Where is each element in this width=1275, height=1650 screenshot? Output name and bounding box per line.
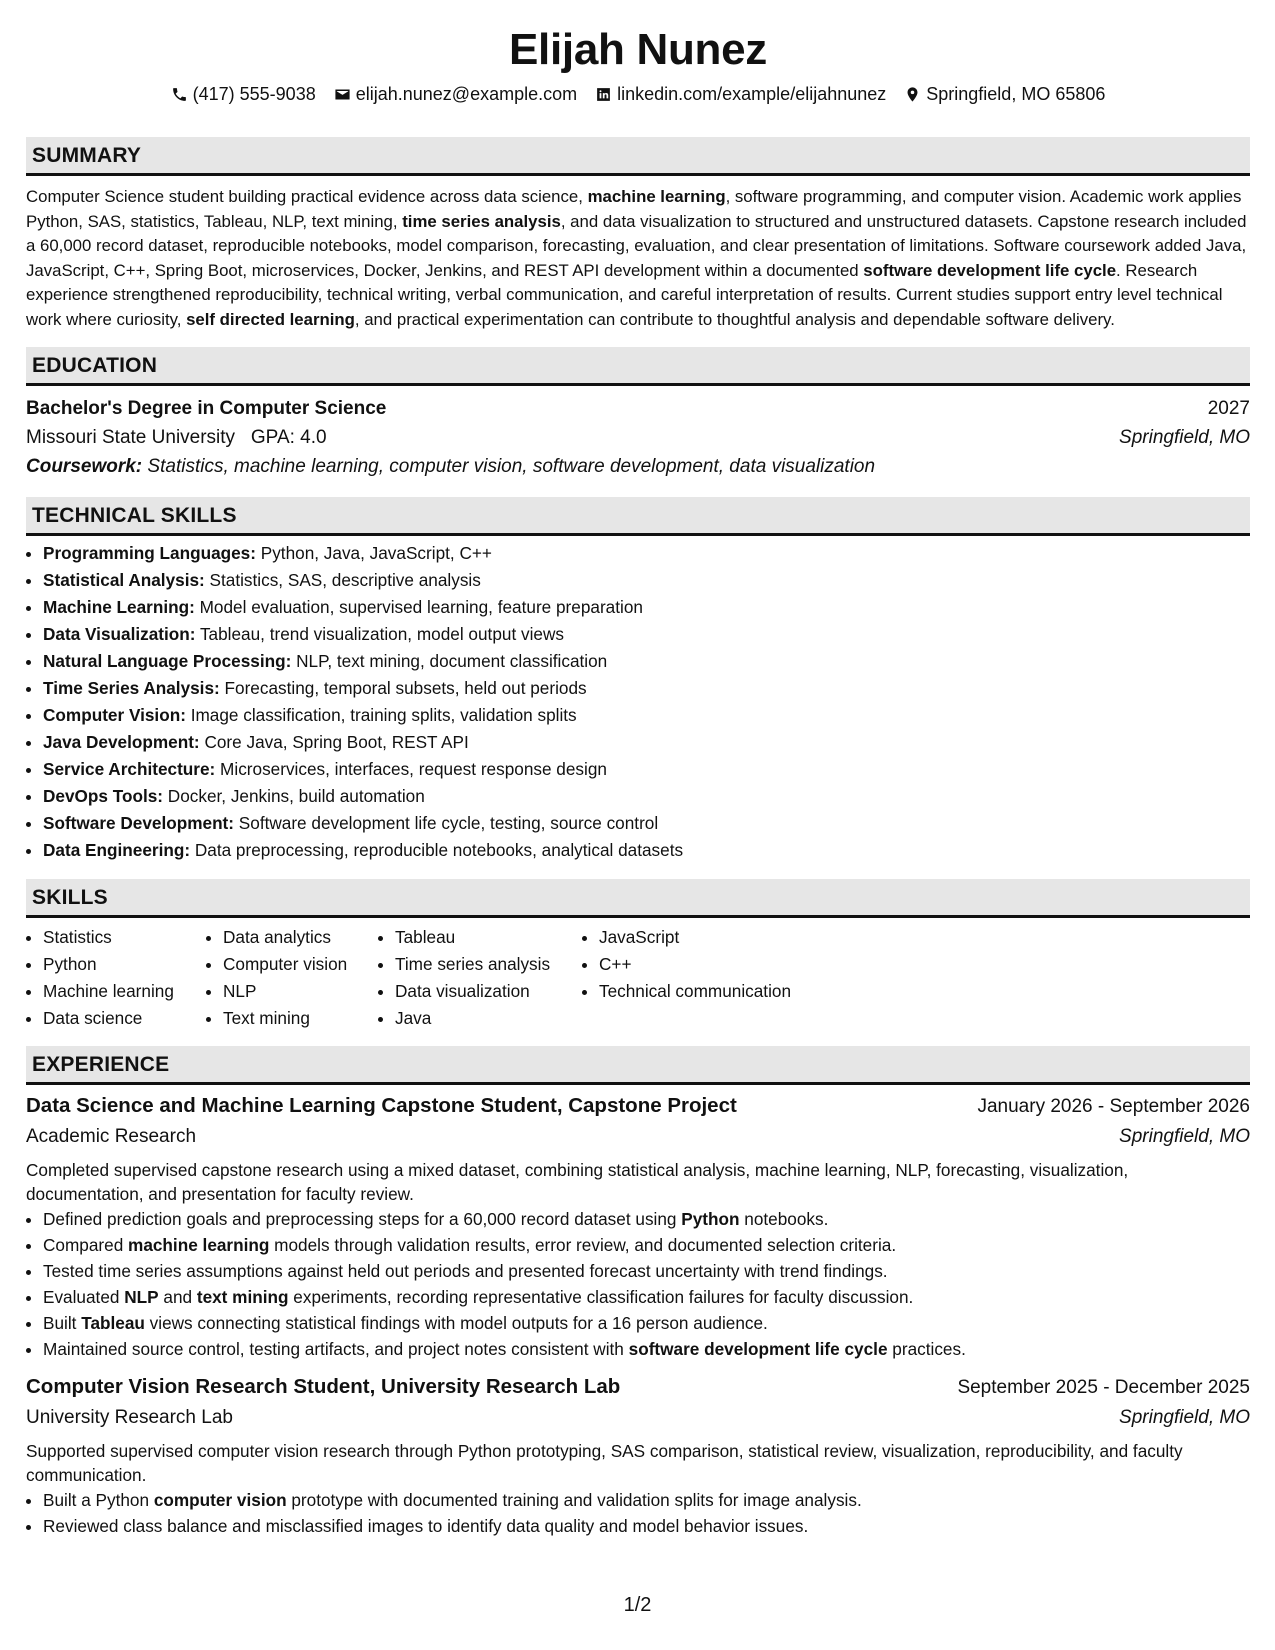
- contact-email[interactable]: [334, 82, 577, 106]
- skill-category: Software Development:: [43, 813, 235, 833]
- experience-entry: [26, 1091, 1250, 1362]
- job-bullet: [43, 1258, 1250, 1284]
- technical-skill-item: [43, 810, 1250, 837]
- job-title: Computer Vision Research Student, University Research Lab: [26, 1375, 621, 1398]
- skill-details: Core Java, Spring Boot, REST API: [199, 732, 469, 752]
- bold-keyword: machine learning: [587, 187, 726, 206]
- bold-keyword: NLP: [124, 1287, 159, 1307]
- skills-columns: [26, 924, 1250, 1032]
- bold-keyword: Python: [681, 1209, 740, 1229]
- job-organization: Academic Research: [26, 1126, 197, 1147]
- skill-item: • C++: [599, 951, 842, 978]
- text-run: , and data visualization to structured and unstructured datasets. Capstone research included a 60,000 record dataset, reproducible notebooks, model comparison, forecasting, evaluation, and clear presentation of limitations. Software coursework added Java, JavaScript, C++, Spring Boot, microservices, Docker, Jenkins, and REST API development within a documented: [26, 211, 1247, 280]
- job-bullet: [43, 1310, 1250, 1336]
- bold-keyword: Tableau: [81, 1313, 145, 1333]
- linkedin-link[interactable]: linkedin.com/example/elijahnunez: [617, 84, 887, 104]
- skill-category: Service Architecture:: [43, 759, 216, 779]
- bold-keyword: software development life cycle: [628, 1339, 888, 1359]
- job-location: Springfield, MO: [1119, 1407, 1250, 1428]
- skill-item: • Java: [395, 1005, 582, 1032]
- text-run: experiments, recording representative classification failures for faculty discussion.: [288, 1287, 914, 1307]
- text-run: practices.: [887, 1339, 966, 1359]
- degree: Bachelor's Degree in Computer Science: [26, 398, 387, 419]
- job-bullet: [43, 1206, 1250, 1232]
- location-text: Springfield, MO 65806: [926, 84, 1106, 104]
- skill-details: Tableau, trend visualization, model output views: [195, 624, 564, 644]
- skill-details: Model evaluation, supervised learning, feature preparation: [194, 597, 643, 617]
- contact-bar: [26, 82, 1250, 106]
- text-run: notebooks.: [739, 1209, 829, 1229]
- school-name: Missouri State University: [26, 427, 236, 448]
- skill-item: • Computer vision: [223, 951, 378, 978]
- coursework-label: Coursework:: [26, 456, 143, 477]
- skill-category: Data Engineering:: [43, 840, 191, 860]
- skill-item: • Text mining: [223, 1005, 378, 1032]
- text-run: Defined prediction goals and preprocessing steps for a 60,000 record dataset using: [43, 1209, 682, 1229]
- skills-column: [378, 924, 582, 1032]
- contact-location: [904, 82, 1105, 106]
- candidate-name: Elijah Nunez: [509, 25, 767, 74]
- linkedin-icon: [595, 86, 612, 103]
- text-run: , software programming, and computer vision. Academic work applies Python, SAS, statistics, Tableau, NLP, text mining,: [26, 187, 1242, 231]
- skills-column: [582, 924, 842, 1032]
- technical-skill-item: [43, 837, 1250, 864]
- job-dates: January 2026 - September 2026: [977, 1096, 1250, 1117]
- job-bullet: [43, 1232, 1250, 1258]
- contact-linkedin[interactable]: [595, 82, 886, 106]
- experience-entry: [26, 1372, 1250, 1539]
- technical-skill-item: [43, 567, 1250, 594]
- skill-item: • Python: [43, 951, 206, 978]
- skill-category: DevOps Tools:: [43, 786, 164, 806]
- technical-skill-item: [43, 729, 1250, 756]
- technical-skill-item: [43, 648, 1250, 675]
- skill-item: • Data science: [43, 1005, 206, 1032]
- skill-category: Computer Vision:: [43, 705, 186, 725]
- job-title: Data Science and Machine Learning Capstone Student, Capstone Project: [26, 1094, 737, 1117]
- skill-details: Microservices, interfaces, request response design: [215, 759, 607, 779]
- text-run: and: [158, 1287, 197, 1307]
- experience-header: EXPERIENCE: [26, 1046, 1250, 1085]
- skill-details: Python, Java, JavaScript, C++: [255, 543, 492, 563]
- bold-keyword: computer vision: [153, 1490, 287, 1510]
- technical-skill-item: [43, 702, 1250, 729]
- school-line: [26, 423, 327, 452]
- text-run: Compared: [43, 1235, 129, 1255]
- education-entry: [26, 394, 1250, 481]
- summary-header: SUMMARY: [26, 137, 1250, 176]
- job-bullet: [43, 1513, 1250, 1539]
- skill-item: • Data visualization: [395, 978, 582, 1005]
- skill-details: Forecasting, temporal subsets, held out periods: [219, 678, 587, 698]
- phone-text: (417) 555-9038: [192, 84, 316, 104]
- job-description: Completed supervised capstone research using a mixed dataset, combining statistical analysis, machine learning, NLP, forecasting, visualization, documentation, and presentation for faculty review.: [26, 1160, 1129, 1204]
- technical-skill-item: [43, 594, 1250, 621]
- job-description: Supported supervised computer vision research through Python prototyping, SAS comparison, statistical review, visualization, reproducibility, and faculty communication.: [26, 1441, 1183, 1485]
- resume-page: [26, 0, 1250, 1539]
- job-bullets: [26, 1487, 1250, 1539]
- skill-item: • Machine learning: [43, 978, 206, 1005]
- skill-details: Data preprocessing, reproducible notebooks, analytical datasets: [190, 840, 684, 860]
- job-organization: University Research Lab: [26, 1407, 233, 1428]
- text-run: Reviewed class balance and misclassified images to identify data quality and model behavior issues.: [43, 1516, 809, 1536]
- skill-item: • NLP: [223, 978, 378, 1005]
- text-run: prototype with documented training and validation splits for image analysis.: [286, 1490, 862, 1510]
- coursework: [26, 452, 1250, 481]
- page-number: 1/2: [623, 1594, 652, 1616]
- job-bullet: [43, 1336, 1250, 1362]
- skill-category: Java Development:: [43, 732, 200, 752]
- job-bullet: [43, 1284, 1250, 1310]
- text-run: models through validation results, error review, and documented selection criteria.: [269, 1235, 897, 1255]
- bold-keyword: software development life cycle: [863, 260, 1117, 280]
- text-run: . Research experience strengthened reproducibility, technical writing, verbal communication, and careful interpretation of results. Current studies support entry level technical work where curiosity,: [26, 260, 1223, 329]
- text-run: Evaluated: [43, 1287, 125, 1307]
- graduation-year: 2027: [1207, 398, 1250, 419]
- skill-details: Docker, Jenkins, build automation: [163, 786, 425, 806]
- skill-category: Machine Learning:: [43, 597, 195, 617]
- bold-keyword: machine learning: [128, 1235, 270, 1255]
- bold-keyword: self directed learning: [186, 309, 355, 329]
- job-bullets: [26, 1206, 1250, 1362]
- bold-keyword: text mining: [196, 1287, 289, 1307]
- skill-item: • Technical communication: [599, 978, 842, 1005]
- skills-header: SKILLS: [26, 879, 1250, 918]
- skill-category: Time Series Analysis:: [43, 678, 220, 698]
- skill-details: NLP, text mining, document classification: [291, 651, 608, 671]
- job-bullet: [43, 1487, 1250, 1513]
- technical-skills-list: [26, 540, 1250, 864]
- contact-phone: [171, 82, 316, 106]
- skills-column: [26, 924, 206, 1032]
- text-run: Built a Python: [43, 1490, 154, 1510]
- text-run: Computer Science student building practical evidence across data science,: [26, 187, 588, 206]
- skill-item: • Time series analysis: [395, 951, 582, 978]
- text-run: views connecting statistical findings with model outputs for a 16 person audience.: [144, 1313, 768, 1333]
- technical-skill-item: [43, 756, 1250, 783]
- text-run: Tested time series assumptions against held out periods and presented forecast uncertainty with trend findings.: [43, 1261, 888, 1281]
- skill-category: Statistical Analysis:: [43, 570, 205, 590]
- skill-details: Software development life cycle, testing, source control: [234, 813, 659, 833]
- text-run: Maintained source control, testing artifacts, and project notes consistent with: [43, 1339, 629, 1359]
- education-header: EDUCATION: [26, 347, 1250, 386]
- technical-skills-header: TECHNICAL SKILLS: [26, 497, 1250, 536]
- envelope-icon: [334, 86, 351, 103]
- job-dates: September 2025 - December 2025: [957, 1377, 1250, 1398]
- technical-skill-item: [43, 540, 1250, 567]
- skill-item: • Statistics: [43, 924, 206, 951]
- skill-item: • Data analytics: [223, 924, 378, 951]
- coursework-text: Statistics, machine learning, computer vision, software development, data visualization: [147, 456, 876, 477]
- skills-column: [206, 924, 378, 1032]
- job-location: Springfield, MO: [1119, 1126, 1250, 1147]
- phone-icon: [171, 86, 188, 103]
- map-pin-icon: [904, 86, 921, 103]
- text-run: Built: [43, 1313, 82, 1333]
- skill-category: Programming Languages:: [43, 543, 256, 563]
- school-location: Springfield, MO: [1119, 427, 1250, 448]
- skill-details: Statistics, SAS, descriptive analysis: [204, 570, 481, 590]
- summary-text: [26, 185, 1250, 332]
- skill-item: • JavaScript: [599, 924, 842, 951]
- skill-category: Data Visualization:: [43, 624, 196, 644]
- skill-item: • Tableau: [395, 924, 582, 951]
- skill-details: Image classification, training splits, validation splits: [185, 705, 577, 725]
- text-run: , and practical experimentation can contribute to thoughtful analysis and dependable software delivery.: [354, 309, 1115, 329]
- technical-skill-item: [43, 621, 1250, 648]
- gpa: GPA: 4.0: [250, 427, 327, 448]
- technical-skill-item: [43, 675, 1250, 702]
- experience-list: [26, 1091, 1250, 1539]
- skill-category: Natural Language Processing:: [43, 651, 292, 671]
- technical-skill-item: [43, 783, 1250, 810]
- bold-keyword: time series analysis: [402, 211, 561, 231]
- email-link[interactable]: elijah.nunez@example.com: [355, 84, 578, 104]
